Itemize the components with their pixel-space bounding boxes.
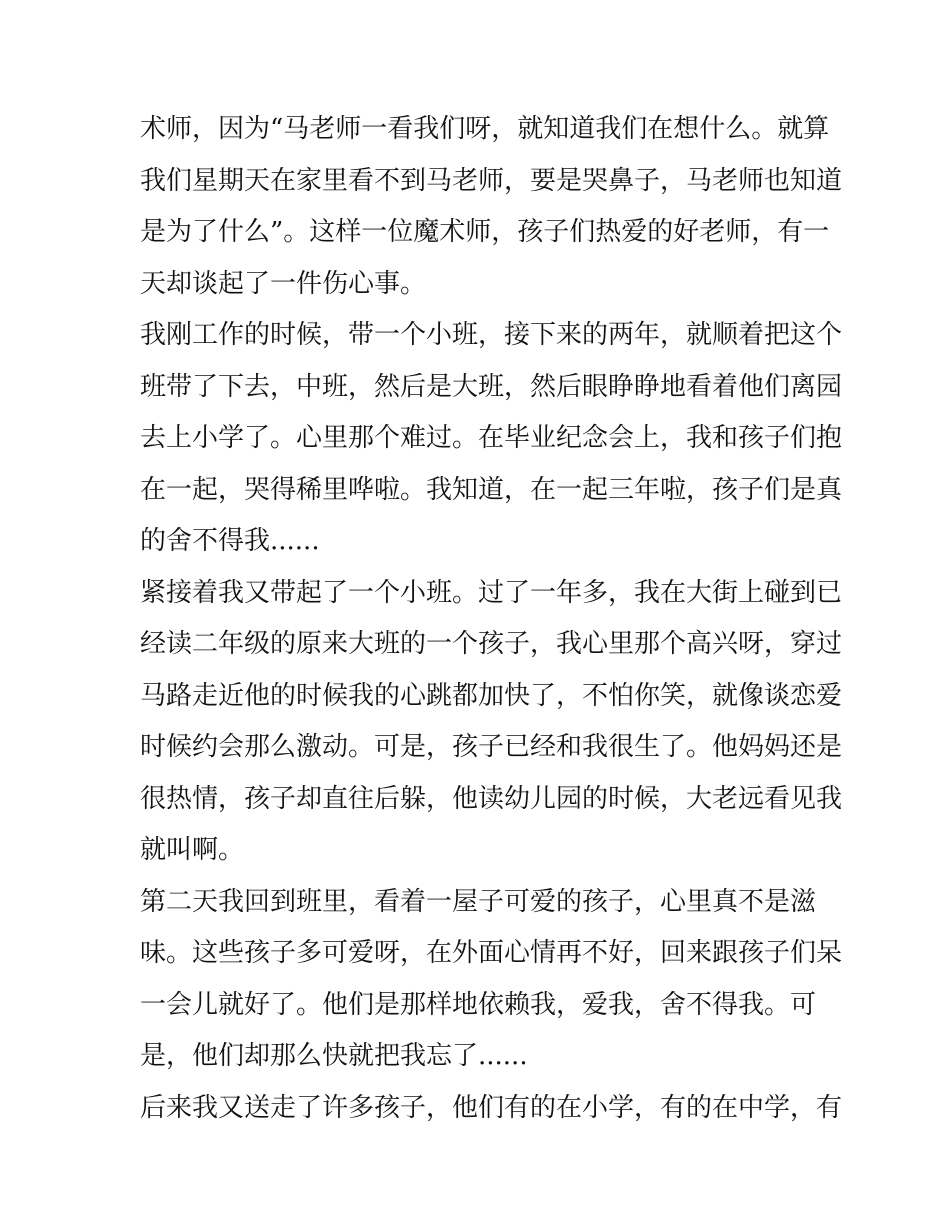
document-body-text (140, 104, 843, 1134)
text-line: 经读二年级的原来大班的一个孩子，我心里那个高兴呀，穿过 (140, 629, 843, 659)
text-line: 术师，因为“马老师一看我们呀，就知道我们在想什么。就算 (140, 114, 830, 144)
text-line: 我们星期天在家里看不到马老师，要是哭鼻子，马老师也知道 (140, 165, 843, 196)
text-line: 味。这些孩子多可爱呀，在外面心情再不好，回来跟孩子们呆 (140, 938, 843, 968)
text-line: 班带了下去，中班，然后是大班，然后眼睁睁地看着他们离园 (140, 371, 843, 402)
text-line: 在一起，哭得稀里哗啦。我知道，在一起三年啦，孩子们是真 (140, 474, 843, 505)
text-line: 的舍不得我...... (140, 526, 320, 556)
text-line: 时候约会那么激动。可是，孩子已经和我很生了。他妈妈还是 (140, 732, 843, 762)
text-line: 很热情，孩子却直往后躲，他读幼儿园的时候，大老远看见我 (140, 783, 843, 814)
text-line: 紧接着我又带起了一个小班。过了一年多，我在大街上碰到已 (140, 577, 843, 608)
text-line: 是，他们却那么快就把我忘了...... (140, 1041, 528, 1071)
text-line: 天却谈起了一件伤心事。 (140, 268, 427, 299)
text-line: 马路走近他的时候我的心跳都加快了，不怕你笑，就像谈恋爱 (140, 680, 843, 711)
text-line: 去上小学了。心里那个难过。在毕业纪念会上，我和孩子们抱 (140, 423, 843, 453)
text-line: 就叫啊。 (140, 835, 245, 865)
text-line: 后来我又送走了许多孩子，他们有的在小学，有的在中学，有 (140, 1092, 843, 1123)
text-line: 是为了什么”。这样一位魔术师，孩子们热爱的好老师，有一 (140, 217, 830, 247)
text-line: 第二天我回到班里，看着一屋子可爱的孩子，心里真不是滋 (140, 886, 817, 917)
text-line: 我刚工作的时候，带一个小班，接下来的两年，就顺着把这个 (140, 320, 843, 350)
text-line: 一会儿就好了。他们是那样地依赖我，爱我，舍不得我。可 (140, 989, 817, 1020)
